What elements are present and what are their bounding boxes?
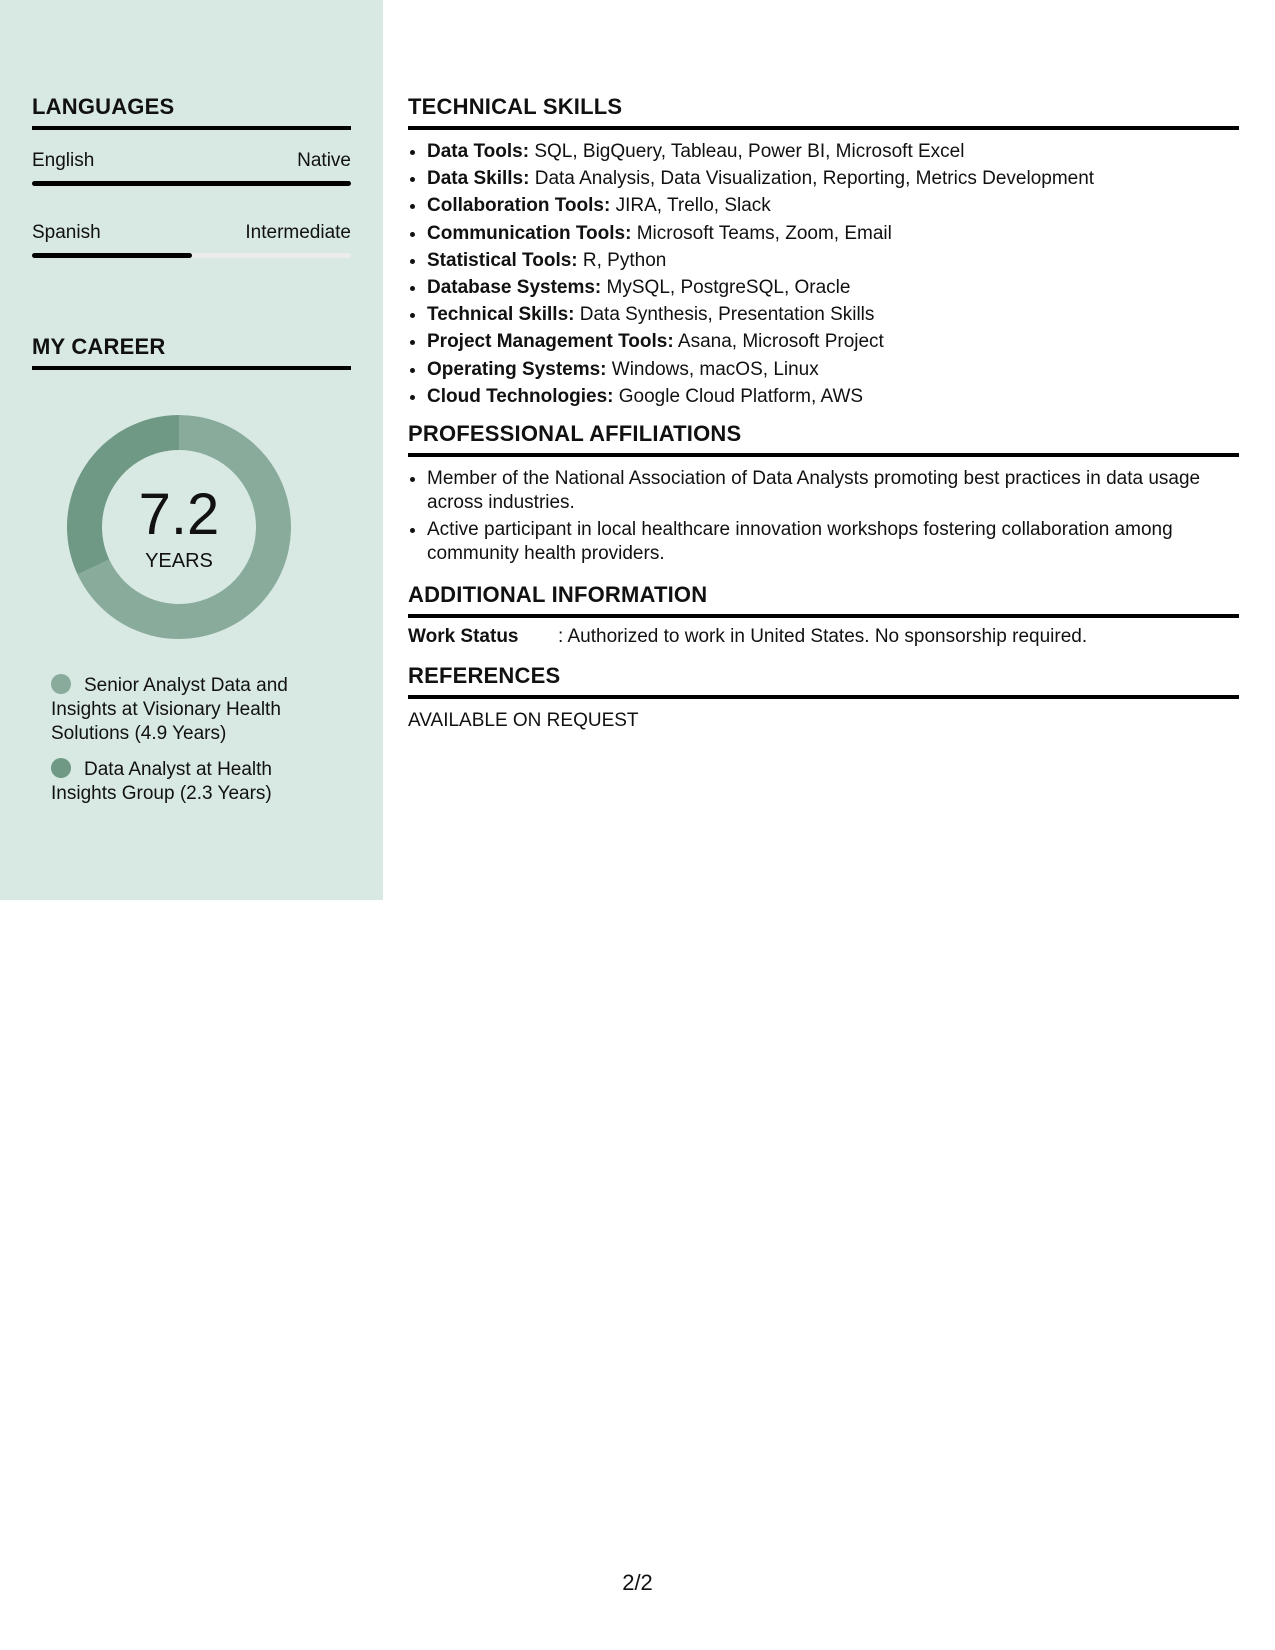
language-item-english (32, 150, 351, 186)
list-item: • Active participant in local healthcare innovation workshops fostering collaboration among community health providers. (427, 518, 1239, 566)
list-item (427, 138, 1239, 165)
technical-skills-list (408, 138, 1239, 410)
references-text: AVAILABLE ON REQUEST (408, 710, 639, 731)
list-item (427, 274, 1239, 301)
language-proficiency-fill (32, 253, 192, 258)
skill-label: Operating Systems: (427, 358, 607, 380)
language-proficiency-bar (32, 181, 351, 186)
work-status-label: Work Status (408, 626, 519, 647)
additional-info-title: ADDITIONAL INFORMATION (408, 582, 1239, 618)
skill-value: Asana, Microsoft Project (677, 331, 884, 353)
skill-label: Project Management Tools: (427, 331, 674, 353)
career-item-label: Senior Analyst Data and Insights at Visionary Health Solutions (4.9 Years) (51, 675, 288, 744)
references-section (408, 663, 1239, 732)
skill-value: Google Cloud Platform, AWS (618, 385, 864, 407)
career-item (51, 674, 311, 746)
career-section (32, 334, 351, 370)
language-proficiency-fill (32, 181, 351, 186)
skill-value: SQL, BigQuery, Tableau, Power BI, Microsoft Excel (534, 141, 965, 162)
languages-section (32, 94, 351, 258)
skill-label: Cloud Technologies: (427, 385, 614, 407)
work-status-row (408, 626, 1239, 648)
total-years-value: 7.2 (138, 482, 220, 547)
skill-label: Collaboration Tools: (427, 195, 611, 217)
languages-title: LANGUAGES (32, 94, 351, 130)
work-status-value: : Authorized to work in United States. No sponsorship required. (558, 626, 1088, 647)
legend-dot-icon (51, 674, 71, 694)
list-item (427, 247, 1239, 274)
language-level: Intermediate (245, 222, 351, 243)
list-item (427, 356, 1239, 383)
list-item (427, 328, 1239, 355)
list-item (427, 301, 1239, 328)
skill-value: Windows, macOS, Linux (611, 358, 819, 380)
language-name: Spanish (32, 222, 101, 243)
language-level: Native (297, 150, 351, 171)
technical-skills-section (408, 94, 1239, 410)
skill-label: Data Tools: (427, 141, 530, 162)
skill-label: Statistical Tools: (427, 249, 578, 271)
skill-value: JIRA, Trello, Slack (615, 195, 771, 217)
affiliations-section (408, 421, 1239, 569)
skill-value: Data Synthesis, Presentation Skills (579, 304, 875, 326)
page-number: 2/2 (622, 1570, 653, 1595)
skill-value: MySQL, PostgreSQL, Oracle (606, 277, 851, 299)
skill-label: Communication Tools: (427, 222, 632, 244)
career-item (51, 758, 311, 806)
career-item-label: Data Analyst at Health Insights Group (2.3 Years) (51, 759, 272, 804)
technical-skills-title: TECHNICAL SKILLS (408, 94, 1239, 130)
total-years-unit: YEARS (145, 550, 213, 572)
list-item (427, 220, 1239, 247)
skill-label: Database Systems: (427, 277, 602, 299)
affiliations-title: PROFESSIONAL AFFILIATIONS (408, 421, 1239, 457)
career-title: MY CAREER (32, 334, 351, 370)
skill-value: R, Python (582, 249, 667, 271)
skill-value: Microsoft Teams, Zoom, Email (636, 222, 892, 244)
references-title: REFERENCES (408, 663, 1239, 699)
additional-info-section (408, 582, 1239, 648)
skill-value: Data Analysis, Data Visualization, Reporting, Metrics Development (534, 168, 1095, 190)
list-item (427, 192, 1239, 219)
sidebar (0, 0, 383, 900)
list-item (427, 165, 1239, 192)
list-item (427, 383, 1239, 410)
skill-label: Data Skills: (427, 168, 530, 190)
language-name: English (32, 150, 95, 171)
donut-center (66, 414, 292, 640)
language-item-spanish (32, 222, 351, 258)
legend-dot-icon (51, 758, 71, 778)
affiliations-list (408, 467, 1239, 566)
list-item: • Member of the National Association of Data Analysts promoting best practices in data usage across industries. (427, 467, 1239, 515)
language-proficiency-bar (32, 253, 351, 258)
skill-label: Technical Skills: (427, 304, 575, 326)
career-donut-chart (66, 414, 292, 640)
career-legend (51, 674, 311, 818)
